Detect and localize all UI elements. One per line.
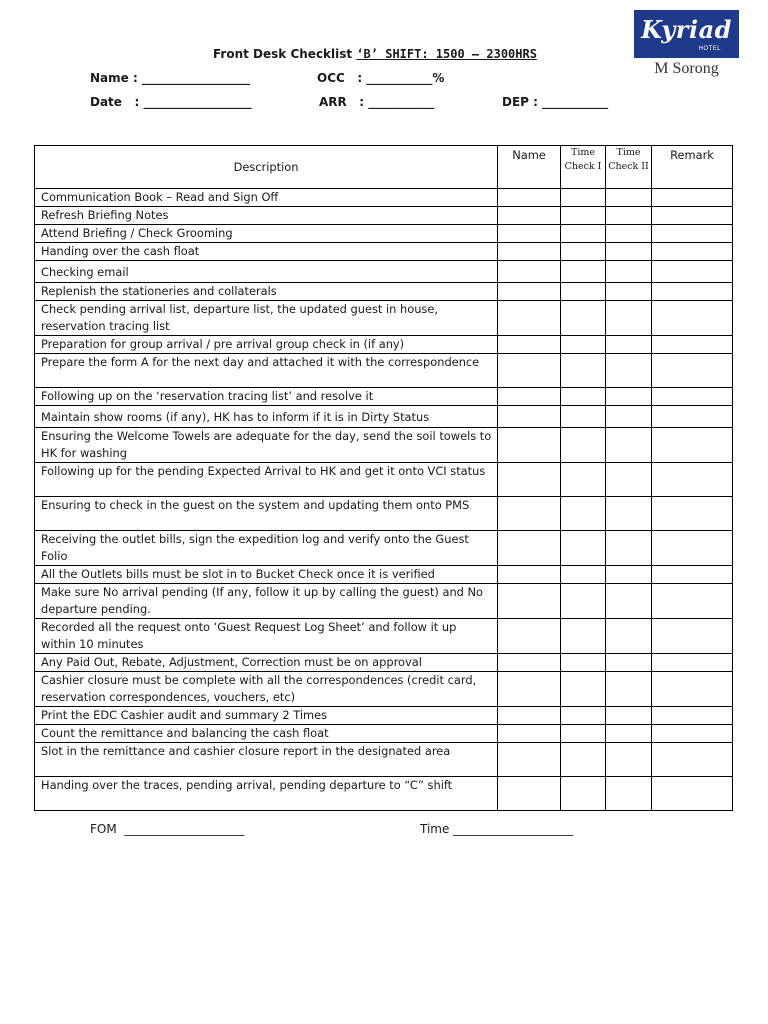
name-cell[interactable] [498,354,561,388]
time-check-2-cell[interactable] [606,707,652,725]
table-row [35,566,733,584]
time-check-1-cell[interactable] [561,672,606,707]
fom-signature-field[interactable]: FOM ____________________ [90,822,245,836]
page-title [213,47,537,61]
remark-cell[interactable] [652,725,733,743]
row-description: Recorded all the request onto ‘Guest Request Log Sheet’ and follow it up within 10 minutes [35,619,498,654]
time-check-2-cell[interactable] [606,619,652,654]
time-check-1-cell[interactable] [561,654,606,672]
time-check-1-cell[interactable] [561,463,606,497]
logo-sub: HOTEL [698,46,721,52]
remark-cell[interactable] [652,406,733,428]
time-check-2-cell[interactable] [606,243,652,261]
time-check-2-cell[interactable] [606,654,652,672]
column-name: Name [498,146,561,189]
remark-cell[interactable] [652,243,733,261]
remark-cell[interactable] [652,388,733,406]
time-check-1-cell[interactable] [561,743,606,777]
table-row [35,672,733,707]
time-check-1-cell[interactable] [561,566,606,584]
time-check-2-cell[interactable] [606,428,652,463]
name-cell[interactable] [498,406,561,428]
time-check-1-cell[interactable] [561,531,606,566]
row-description: Following up for the pending Expected Arrival to HK and get it onto VCI status [35,463,498,497]
dep-field[interactable]: DEP : ___________ [502,95,609,109]
column-remark: Remark [652,146,733,189]
arr-field[interactable]: ARR : ___________ [319,95,435,109]
time-check-1-cell[interactable] [561,261,606,283]
row-description: Handing over the cash float [35,243,498,261]
remark-cell[interactable] [652,707,733,725]
time-check-1-cell[interactable] [561,189,606,207]
time-check-2-cell[interactable] [606,725,652,743]
name-cell[interactable] [498,261,561,283]
time-check-1-cell[interactable] [561,388,606,406]
time-check-1-cell[interactable] [561,336,606,354]
row-description: Slot in the remittance and cashier closure report in the designated area [35,743,498,777]
time-check-2-cell[interactable] [606,463,652,497]
table-row [35,189,733,207]
time-check-2-cell[interactable] [606,566,652,584]
time-check-1-cell[interactable] [561,584,606,619]
remark-cell[interactable] [652,497,733,531]
time-check-2-cell[interactable] [606,777,652,811]
remark-cell[interactable] [652,584,733,619]
name-cell[interactable] [498,388,561,406]
row-description: Count the remittance and balancing the cash float [35,725,498,743]
remark-cell[interactable] [652,283,733,301]
remark-cell[interactable] [652,672,733,707]
table-row [35,463,733,497]
column-time-check-2: Time Check II [606,146,652,189]
column-time-check-1: Time Check I [561,146,606,189]
checklist-table [34,145,733,811]
logo-brand: Kyriad [641,15,732,44]
row-description: All the Outlets bills must be slot in to Bucket Check once it is verified [35,566,498,584]
time-check-2-cell[interactable] [606,301,652,336]
time-check-1-cell[interactable] [561,777,606,811]
remark-cell[interactable] [652,743,733,777]
table-row [35,725,733,743]
table-row [35,654,733,672]
table-row [35,619,733,654]
name-cell[interactable] [498,301,561,336]
name-cell[interactable] [498,707,561,725]
table-row [35,388,733,406]
time-check-1-cell[interactable] [561,406,606,428]
time-check-1-cell[interactable] [561,207,606,225]
time-check-2-cell[interactable] [606,743,652,777]
time-check-2-cell[interactable] [606,388,652,406]
time-check-1-cell[interactable] [561,725,606,743]
time-check-2-cell[interactable] [606,225,652,243]
name-cell[interactable] [498,672,561,707]
name-cell[interactable] [498,777,561,811]
row-description: Handing over the traces, pending arrival, pending departure to “C” shift [35,777,498,811]
table-row [35,497,733,531]
time-check-2-cell[interactable] [606,189,652,207]
date-field[interactable]: Date : __________________ [90,95,252,109]
row-description: Check pending arrival list, departure list, the updated guest in house, reservation tracing list [35,301,498,336]
name-cell[interactable] [498,654,561,672]
row-description: Cashier closure must be complete with all the correspondences (credit card, reservation correspondences, vouchers, etc) [35,672,498,707]
row-description: Print the EDC Cashier audit and summary 2 Times [35,707,498,725]
name-cell[interactable] [498,283,561,301]
title-prefix: Front Desk Checklist [213,47,357,61]
table-row [35,207,733,225]
table-row [35,743,733,777]
name-cell[interactable] [498,428,561,463]
time-check-2-cell[interactable] [606,283,652,301]
remark-cell[interactable] [652,463,733,497]
table-row [35,584,733,619]
time-check-1-cell[interactable] [561,301,606,336]
table-row [35,354,733,388]
name-cell[interactable] [498,725,561,743]
row-description: Ensuring to check in the guest on the system and updating them onto PMS [35,497,498,531]
name-cell[interactable] [498,743,561,777]
name-cell[interactable] [498,497,561,531]
table-row [35,225,733,243]
remark-cell[interactable] [652,566,733,584]
time-check-2-cell[interactable] [606,261,652,283]
time-check-1-cell[interactable] [561,707,606,725]
name-field[interactable]: Name : __________________ [90,71,250,85]
row-description: Attend Briefing / Check Grooming [35,225,498,243]
time-check-1-cell[interactable] [561,354,606,388]
time-check-1-cell[interactable] [561,428,606,463]
row-description: Make sure No arrival pending (If any, follow it up by calling the guest) and No departure pending. [35,584,498,619]
table-row [35,336,733,354]
name-cell[interactable] [498,207,561,225]
remark-cell[interactable] [652,189,733,207]
time-check-1-cell[interactable] [561,619,606,654]
remark-cell[interactable] [652,654,733,672]
kyriad-logo [634,10,739,58]
row-description: Ensuring the Welcome Towels are adequate for the day, send the soil towels to HK for washing [35,428,498,463]
table-row [35,406,733,428]
remark-cell[interactable] [652,428,733,463]
column-description: Description [35,146,498,189]
row-description: Replenish the stationeries and collaterals [35,283,498,301]
table-row [35,428,733,463]
time-field[interactable]: Time ____________________ [420,822,574,836]
time-check-2-cell[interactable] [606,531,652,566]
time-check-1-cell[interactable] [561,283,606,301]
row-description: Any Paid Out, Rebate, Adjustment, Correction must be on approval [35,654,498,672]
name-cell[interactable] [498,336,561,354]
time-check-2-cell[interactable] [606,584,652,619]
remark-cell[interactable] [652,354,733,388]
row-description: Receiving the outlet bills, sign the expedition log and verify onto the Guest Folio [35,531,498,566]
row-description: Maintain show rooms (if any), HK has to inform if it is in Dirty Status [35,406,498,428]
name-cell[interactable] [498,463,561,497]
occ-field[interactable]: OCC : ___________% [317,71,445,85]
time-check-2-cell[interactable] [606,497,652,531]
row-description: Following up on the ‘reservation tracing list’ and resolve it [35,388,498,406]
name-cell[interactable] [498,566,561,584]
remark-cell[interactable] [652,619,733,654]
table-row [35,777,733,811]
table-row [35,707,733,725]
time-check-1-cell[interactable] [561,225,606,243]
name-cell[interactable] [498,619,561,654]
logo-location: M Sorong [654,60,719,77]
remark-cell[interactable] [652,777,733,811]
remark-cell[interactable] [652,336,733,354]
remark-cell[interactable] [652,261,733,283]
row-description: Refresh Briefing Notes [35,207,498,225]
table-row [35,261,733,283]
time-check-2-cell[interactable] [606,354,652,388]
time-check-1-cell[interactable] [561,497,606,531]
table-row [35,301,733,336]
time-check-1-cell[interactable] [561,243,606,261]
name-cell[interactable] [498,243,561,261]
row-description: Communication Book – Read and Sign Off [35,189,498,207]
row-description: Preparation for group arrival / pre arrival group check in (if any) [35,336,498,354]
row-description: Checking email [35,261,498,283]
remark-cell[interactable] [652,225,733,243]
title-shift: ‘B’ SHIFT: 1500 – 2300HRS [356,47,537,61]
table-row [35,283,733,301]
time-check-2-cell[interactable] [606,336,652,354]
time-check-2-cell[interactable] [606,406,652,428]
remark-cell[interactable] [652,301,733,336]
row-description: Prepare the form A for the next day and attached it with the correspondence [35,354,498,388]
remark-cell[interactable] [652,207,733,225]
time-check-2-cell[interactable] [606,672,652,707]
name-cell[interactable] [498,531,561,566]
name-cell[interactable] [498,189,561,207]
time-check-2-cell[interactable] [606,207,652,225]
remark-cell[interactable] [652,531,733,566]
table-row [35,531,733,566]
name-cell[interactable] [498,584,561,619]
table-row [35,243,733,261]
name-cell[interactable] [498,225,561,243]
